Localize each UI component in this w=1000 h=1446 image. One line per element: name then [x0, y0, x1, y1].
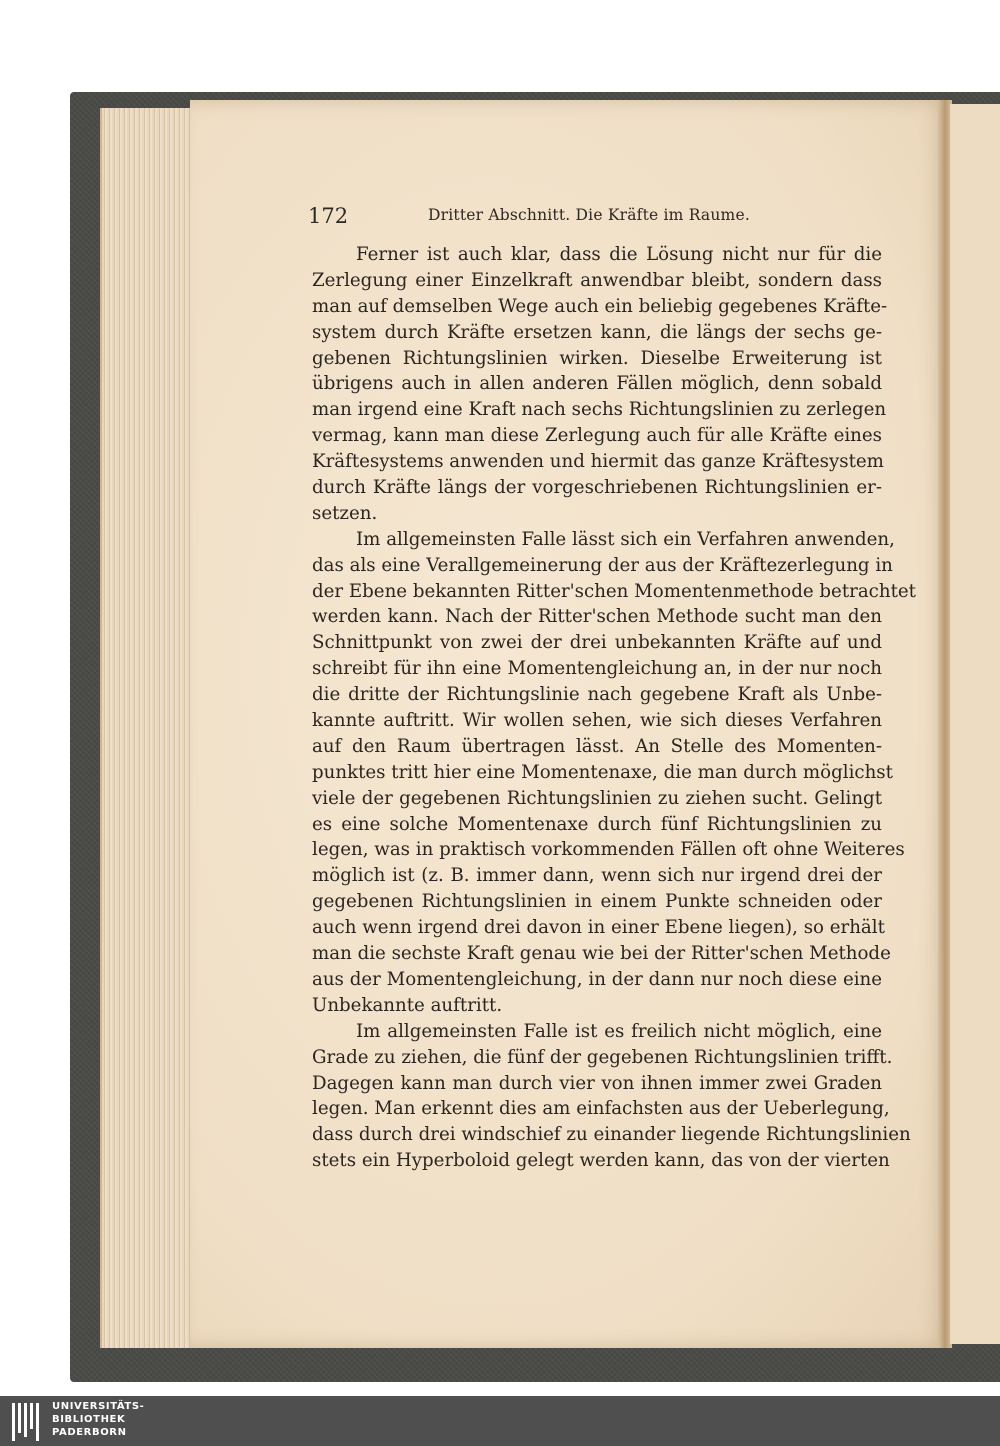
running-title: Dritter Abschnitt. Die Kräfte im Raume.: [428, 206, 750, 224]
text-line: kannte auftritt. Wir wollen sehen, wie sich dieses Verfahren: [312, 710, 882, 732]
library-name-line-2: BIBLIOTHEK: [52, 1414, 126, 1425]
text-line: legen. Man erkennt dies am einfachsten aus der Ueberlegung,: [312, 1098, 890, 1120]
text-line: man irgend eine Kraft nach sechs Richtungslinien zu zerlegen: [312, 399, 887, 421]
page-number: 172: [308, 204, 349, 228]
running-header: [308, 202, 888, 232]
text-line: system durch Kräfte ersetzen kann, die längs der sechs ge-: [312, 321, 882, 343]
text-line: auf den Raum übertragen lässt. An Stelle des Momenten-: [312, 735, 882, 757]
text-line: Im allgemeinsten Falle ist es freilich nicht möglich, eine: [356, 1020, 882, 1042]
text-line: der Ebene bekannten Ritter'schen Momentenmethode betrachtet: [312, 580, 916, 602]
page-stack-edges: [100, 108, 198, 1348]
text-line: viele der gegebenen Richtungslinien zu ziehen sucht. Gelingt: [312, 787, 882, 809]
text-line: Unbekannte auftritt.: [312, 994, 503, 1016]
text-line: dass durch drei windschief zu einander liegende Richtungslinien: [312, 1124, 911, 1146]
facing-page-edge: [950, 104, 1000, 1344]
text-line: die dritte der Richtungslinie nach gegebene Kraft als Unbe-: [312, 684, 882, 706]
text-line: das als eine Verallgemeinerung der aus der Kräftezerlegung in: [312, 554, 893, 576]
text-line: stets ein Hyperboloid gelegt werden kann, das von der vierten: [312, 1150, 890, 1172]
text-line: man auf demselben Wege auch ein beliebig gegebenes Kräfte-: [312, 295, 888, 317]
text-line: man die sechste Kraft genau wie bei der Ritter'schen Methode: [312, 943, 891, 965]
text-line: gebenen Richtungslinien wirken. Dieselbe Erweiterung ist: [312, 347, 882, 369]
text-line: vermag, kann man diese Zerlegung auch für alle Kräfte eines: [312, 425, 882, 447]
library-bars-logo-icon: [12, 1403, 42, 1441]
text-line: es eine solche Momentenaxe durch fünf Richtungslinien zu: [312, 813, 882, 835]
text-line: Im allgemeinsten Falle lässt sich ein Verfahren anwenden,: [356, 528, 895, 550]
text-line: übrigens auch in allen anderen Fällen möglich, denn sobald: [312, 373, 882, 395]
text-line: Kräftesystems anwenden und hiermit das ganze Kräftesystem: [312, 451, 884, 473]
text-line: durch Kräfte längs der vorgeschriebenen Richtungslinien er-: [312, 477, 882, 499]
text-line: werden kann. Nach der Ritter'schen Methode sucht man den: [312, 606, 882, 628]
text-line: auch wenn irgend drei davon in einer Ebene liegen), so erhält: [312, 917, 885, 939]
text-line: punktes tritt hier eine Momentenaxe, die man durch möglichst: [312, 761, 893, 783]
body-text: [312, 242, 916, 1174]
text-line: Dagegen kann man durch vier von ihnen immer zwei Graden: [312, 1072, 882, 1094]
library-name-line-1: UNIVERSITÄTS-: [52, 1401, 145, 1412]
text-line: möglich ist (z. B. immer dann, wenn sich nur irgend drei der: [312, 865, 882, 887]
text-line: setzen.: [312, 502, 378, 524]
library-name-line-3: PADERBORN: [52, 1427, 127, 1438]
library-name: [52, 1400, 144, 1439]
text-line: legen, was in praktisch vorkommenden Fällen oft ohne Weiteres: [312, 839, 905, 861]
text-line: Zerlegung einer Einzelkraft anwendbar bleibt, sondern dass: [312, 269, 882, 291]
text-line: Grade zu ziehen, die fünf der gegebenen Richtungslinien trifft.: [312, 1046, 893, 1068]
text-line: gegebenen Richtungslinien in einem Punkte schneiden oder: [312, 891, 882, 913]
text-line: Ferner ist auch klar, dass die Lösung nicht nur für die: [356, 244, 882, 265]
library-footer: [0, 1396, 1000, 1446]
text-line: schreibt für ihn eine Momentengleichung an, in der nur noch: [312, 658, 882, 680]
text-line: Schnittpunkt von zwei der drei unbekannten Kräfte auf und: [312, 632, 882, 654]
text-line: aus der Momentengleichung, in der dann nur noch diese eine: [312, 968, 882, 990]
